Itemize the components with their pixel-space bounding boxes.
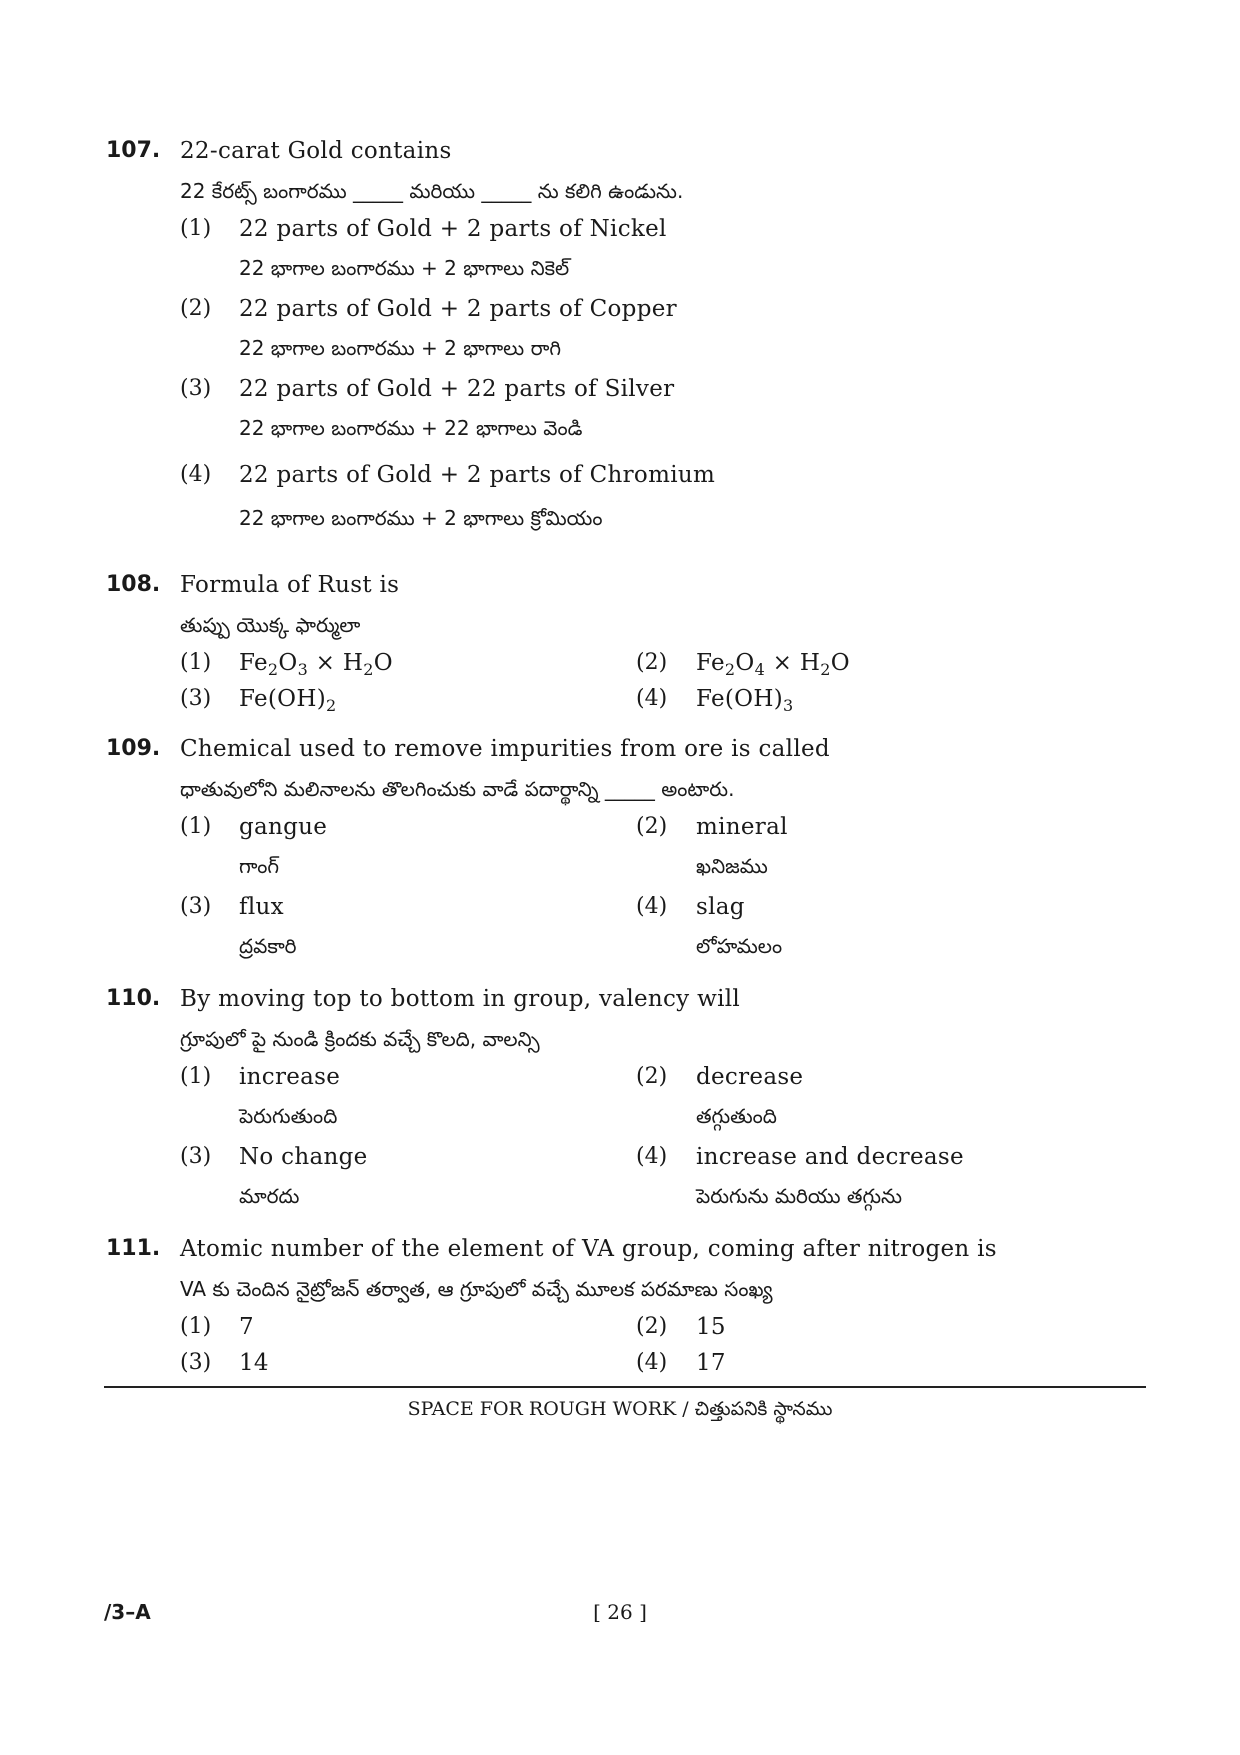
option-text-en: increase [239,1064,341,1090]
option-text-te: ఖనిజము [696,854,768,878]
option-number: (3) [180,894,212,919]
rough-work-label: SPACE FOR ROUGH WORK / చిత్తుపనికి స్థానము [407,1398,833,1420]
question-text-te: VA కు చెందిన నైట్రోజన్ తర్వాత, ఆ గ్రూపులో వచ్చే మూలక పరమాణు సంఖ్య [180,1277,773,1301]
option-text-te: గాంగ్ [239,854,279,878]
option-formula: $Fe(OH)_2$ [239,686,337,715]
option-number: (2) [180,296,212,321]
question-number: 109. [106,736,161,761]
option-text-en: 14 [239,1350,269,1376]
option-text-en: mineral [696,814,788,840]
divider [104,1386,1146,1388]
option-formula: $Fe(OH)_3$ [696,686,794,715]
option-number: (2) [636,1064,668,1089]
option-formula: $Fe_2O_3 \times H_2O$ [239,650,393,679]
option-number: (4) [636,894,668,919]
option-text-te: ద్రవకారి [239,934,297,958]
option-text-en: 7 [239,1314,254,1340]
option-text-en: 22 parts of Gold + 2 parts of Copper [239,296,677,322]
option-number: (1) [180,1064,212,1089]
option-text-te: మారదు [239,1184,300,1208]
option-number: (4) [636,1350,668,1375]
option-text-en: No change [239,1144,368,1170]
option-text-te: 22 భాగాల బంగారము + 2 భాగాలు క్రోమియం [239,506,603,530]
option-number: (3) [180,1144,212,1169]
question-text-en: Atomic number of the element of VA group, coming after nitrogen is [180,1236,997,1262]
option-text-en: 17 [696,1350,726,1376]
question-text-en: Chemical used to remove impurities from ore is called [180,736,830,762]
option-text-en: 22 parts of Gold + 22 parts of Silver [239,376,675,402]
option-number: (4) [636,686,668,711]
option-text-en: gangue [239,814,328,840]
option-text-en: flux [239,894,284,920]
option-number: (2) [636,650,668,675]
question-number: 108. [106,572,161,597]
option-number: (2) [636,1314,668,1339]
option-formula: $Fe_2O_4 \times H_2O$ [696,650,850,679]
page-number: [ 26 ] [593,1600,647,1624]
option-text-te: 22 భాగాల బంగారము + 2 భాగాలు రాగి [239,336,561,360]
option-text-te: లోహమలం [696,934,783,958]
question-number: 107. [106,138,161,163]
option-number: (3) [180,376,212,401]
question-text-te: తుప్పు యొక్క ఫార్ములా [180,613,361,637]
option-number: (3) [180,1350,212,1375]
option-text-en: 22 parts of Gold + 2 parts of Nickel [239,216,667,242]
option-text-en: 15 [696,1314,726,1340]
option-text-te: 22 భాగాల బంగారము + 2 భాగాలు నికెల్ [239,256,570,280]
question-text-en: Formula of Rust is [180,572,400,598]
option-number: (3) [180,686,212,711]
option-text-en: increase and decrease [696,1144,964,1170]
option-number: (1) [180,814,212,839]
question-text-en: By moving top to bottom in group, valency will [180,986,741,1012]
option-text-te: తగ్గుతుంది [696,1104,777,1128]
booklet-code: /3–A [104,1600,151,1624]
question-number: 111. [106,1236,161,1261]
option-number: (1) [180,650,212,675]
question-text-te: 22 కేరట్స్ బంగారము _____ మరియు _____ ను కలిగి ఉండును. [180,179,684,203]
option-number: (2) [636,814,668,839]
option-number: (4) [636,1144,668,1169]
option-text-te: పెరుగుతుంది [239,1104,338,1128]
question-text-en: 22-carat Gold contains [180,138,452,164]
question-text-te: గ్రూపులో పై నుండి క్రిందకు వచ్చే కొలది, వాలన్సి [180,1027,540,1051]
option-number: (1) [180,1314,212,1339]
option-number: (1) [180,216,212,241]
option-text-te: పెరుగును మరియు తగ్గును [696,1184,903,1208]
option-text-en: 22 parts of Gold + 2 parts of Chromium [239,462,716,488]
option-text-en: decrease [696,1064,804,1090]
option-number: (4) [180,462,212,487]
option-text-te: 22 భాగాల బంగారము + 22 భాగాలు వెండి [239,416,583,440]
option-text-en: slag [696,894,745,920]
question-number: 110. [106,986,161,1011]
question-text-te: ధాతువులోని మలినాలను తొలగించుకు వాడే పదార్థాన్ని _____ అంటారు. [180,777,735,801]
